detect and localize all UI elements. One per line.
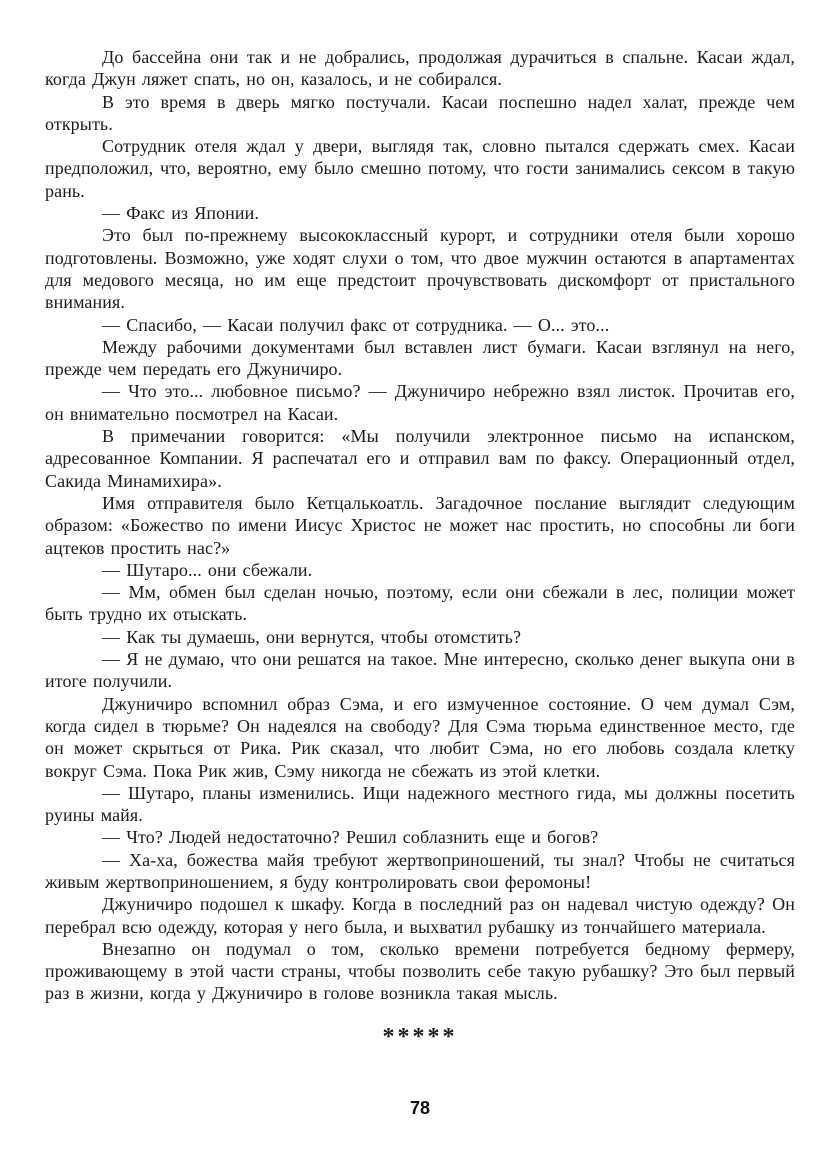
paragraph: Джуничиро вспомнил образ Сэма, и его измученное состояние. О чем думал Сэм, когда сидел в тюрьме? Он надеялся на свободу? Для Сэма тюрьма единственное место, где он может скрыться от Рика. Рик сказал, что любит Сэма, но его любовь создала клетку вокруг Сэма. Пока Рик жив, Сэму никогда не сбежать из этой клетки. [45,693,795,781]
paragraph: — Факс из Японии. [102,203,259,224]
paragraph: Имя отправителя было Кетцалькоатль. Загадочное послание выглядит следующим образом: «Божество по имени Иисус Христос не может нас простить, но способны ли боги ацтеков простить нас?» [45,492,795,558]
paragraph: — Как ты думаешь, они вернутся, чтобы отомстить? [102,626,522,647]
paragraph: — Шутаро... они сбежали. [102,559,313,580]
paragraph: — Что? Людей недостаточно? Решил соблазнить еще и богов? [102,827,599,848]
page-number: 78 [409,1098,431,1118]
paragraph: Сотрудник отеля ждал у двери, выглядя так, словно пытался сдержать смех. Касаи предположил, что, вероятно, ему было смешно потому, что гости занимались сексом в такую рань. [45,136,795,201]
text-block [45,46,795,1049]
paragraph: Джуничиро подошел к шкафу. Когда в последний раз он надевал чистую одежду? Он перебрал всю одежду, которая у него была, и выхватил рубашку из тончайшего материала. [45,894,795,937]
paragraph: Между рабочими документами был вставлен лист бумаги. Касаи взглянул на него, прежде чем передать его Джуничиро. [45,336,795,380]
paragraph: — Я не думаю, что они решатся на такое. Мне интересно, сколько денег выкупа они в итоге получили. [45,649,795,692]
paragraph: До бассейна они так и не добрались, продолжая дурачиться в спальне. Касаи ждал, когда Джун ляжет спать, но он, казалось, и не собирался. [45,47,795,90]
paragraph: — Мм, обмен был сделан ночью, поэтому, если они сбежали в лес, полиции может быть трудно их отыскать. [45,582,795,625]
paragraph: Внезапно он подумал о том, сколько времени потребуется бедному фермеру, проживающему в этой части страны, чтобы позволить себе такую рубашку? Это был первый раз в жизни, когда у Джуничиро в голове возникла такая мысль. [45,938,795,1004]
section-separator: ***** [382,1023,458,1050]
paragraph: В примечании говорится: «Мы получили электронное письмо на испанском, адресованное Компании. Я распечатал его и отправил вам по факсу. Операционный отдел, Сакида Минамихира». [45,426,795,491]
paragraph: — Шутаро, планы изменились. Ищи надежного местного гида, мы должны посетить руины майя. [45,782,795,826]
paragraph: — Спасибо, — Касаи получил факс от сотрудника. — О... это... [102,314,610,335]
paragraphs-container [45,46,795,1005]
paragraph: — Ха-ха, божества майя требуют жертвоприношений, ты знал? Чтобы не считаться живым жертвоприношением, я буду контролировать свои феромоны! [45,849,795,892]
paragraph: Это был по-прежнему высококлассный курорт, и сотрудники отеля были хорошо подготовлены. Возможно, уже ходят слухи о том, что двое мужчин остаются в апартаментах для медового месяца, но им еще предстоит прочувствовать дискомфорт от пристального внимания. [45,225,795,313]
paragraph: — Что это... любовное письмо? — Джуничиро небрежно взял листок. Прочитав его, он внимательно посмотрел на Касаи. [45,381,795,424]
paragraph: В это время в дверь мягко постучали. Касаи поспешно надел халат, прежде чем открыть. [45,91,795,134]
